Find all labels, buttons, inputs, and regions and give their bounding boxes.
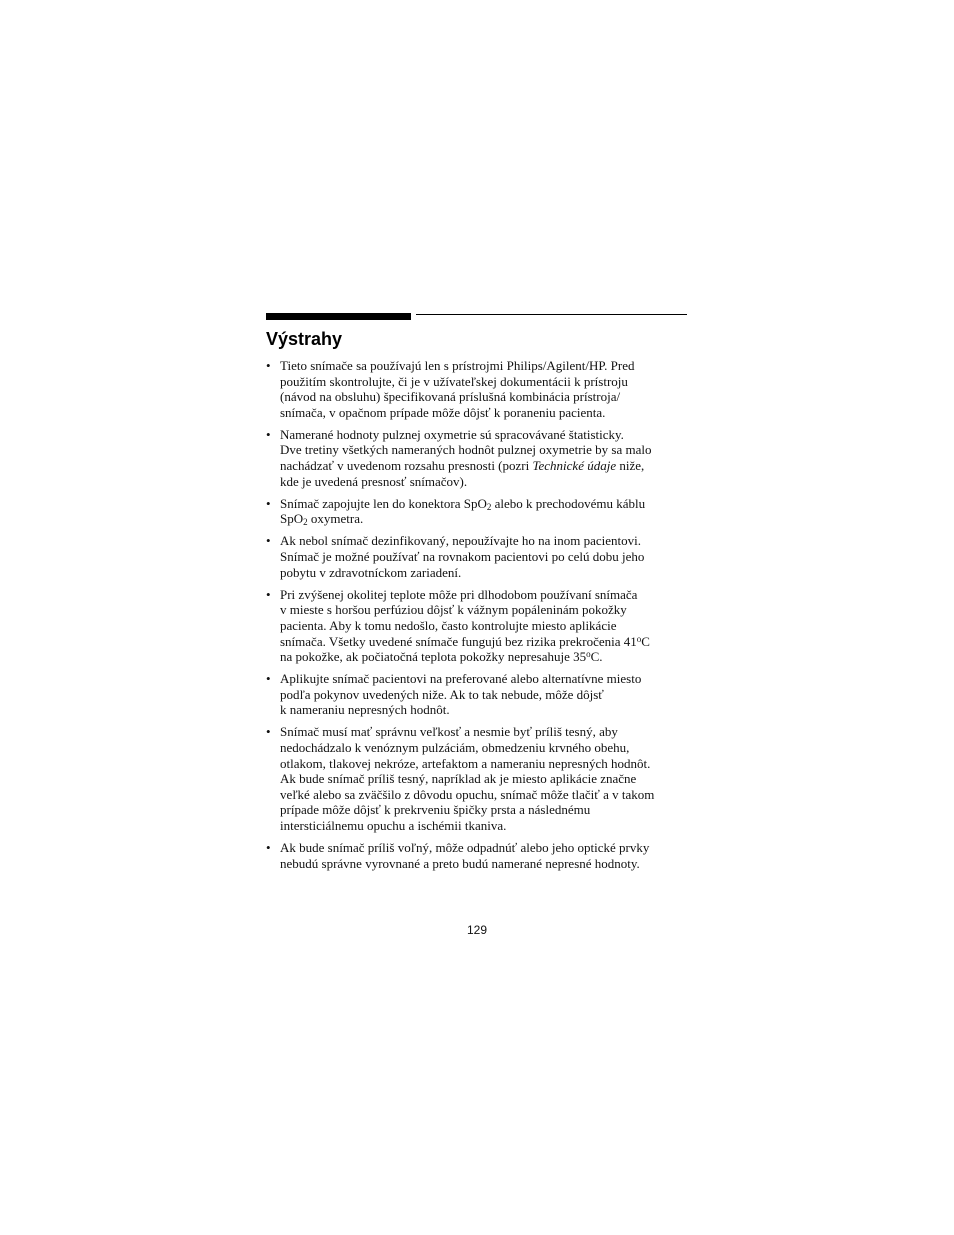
text-line: (návod na obsluhu) špecifikovaná príslušná kombinácia prístroja/ (280, 389, 621, 405)
text-fragment: nachádzať v uvedenom rozsahu presnosti (pozri (280, 458, 533, 474)
text-fragment: SpO (280, 511, 304, 527)
section-rule-thick (266, 313, 411, 320)
text-line: prípade môže dôjsť k prekrveniu špičky prsta a následnému (280, 802, 591, 818)
text-line: intersticiálnemu opuchu a ischémii tkaniva. (280, 818, 507, 834)
text-line: nebudú správne vyrovnané a preto budú namerané nepresné hodnoty. (280, 855, 640, 871)
text-line: Tieto snímače sa používajú len s prístrojmi Philips/Agilent/HP. Pred (280, 358, 635, 373)
text-line: pobytu v zdravotníckom zariadení. (280, 564, 462, 580)
text-line (280, 634, 690, 650)
text-line (280, 511, 690, 527)
text-line: Aplikujte snímač pacientovi na preferované alebo alternatívne miesto (280, 671, 642, 687)
text-line: v mieste s horšou perfúziou dôjsť k vážnym popáleninám pokožky (280, 602, 627, 618)
text-fragment: C (641, 633, 650, 649)
text-line: podľa pokynov uvedených niže. Ak to tak nebude, môže dôjsť (280, 686, 604, 702)
text-fragment: Snímač zapojujte len do konektora SpO (280, 495, 487, 511)
subscript: 2 (486, 501, 492, 512)
text-fragment: snímača. Všetky uvedené snímače fungujú bez rizika prekročenia 41 (280, 633, 637, 649)
text-line: otlakom, tlakovej nekróze, artefaktom a nameraniu nepresných hodnôt. (280, 755, 651, 771)
text-line: Dve tretiny všetkých nameraných hodnôt pulznej oxymetrie by sa malo (280, 442, 652, 458)
text-line: kde je uvedená presnosť snímačov). (280, 473, 468, 489)
bullet-icon: • (266, 358, 271, 373)
text-fragment: alebo k prechodovému káblu (491, 495, 646, 511)
text-line (280, 496, 690, 512)
text-line: Snímač musí mať správnu veľkosť a nesmie byť príliš tesný, aby (280, 724, 618, 740)
warning-item (266, 671, 690, 718)
warning-item (266, 840, 690, 871)
warning-list (266, 358, 690, 878)
warning-item (266, 358, 690, 420)
text-line: Ak bude snímač príliš voľný, môže odpadnúť alebo jeho optické prvky (280, 840, 650, 856)
text-fragment: niže, (616, 458, 645, 474)
bullet-icon: • (266, 495, 271, 511)
bullet-icon: • (266, 586, 271, 602)
superscript: o (586, 649, 591, 660)
bullet-icon: • (266, 533, 271, 549)
bullet-icon: • (266, 671, 271, 687)
section-heading: Výstrahy (266, 329, 343, 349)
warning-item (266, 427, 690, 489)
reference-technical-data: Technické údaje (532, 458, 617, 474)
text-fragment: na pokožke, ak počiatočná teplota pokožky nepresahuje 35 (280, 649, 587, 665)
text-line: použitím skontrolujte, či je v užívateľskej dokumentácii k prístroju (280, 373, 628, 389)
subscript: 2 (303, 517, 308, 528)
text-line: Ak bude snímač príliš tesný, napríklad ak je miesto aplikácie značne (280, 771, 637, 787)
text-line: Snímač je možné používať na rovnakom pacientovi po celú dobu jeho (280, 549, 645, 565)
bullet-icon: • (266, 840, 271, 856)
text-line: k nameraniu nepresných hodnôt. (280, 702, 450, 718)
text-fragment: C. (590, 649, 603, 665)
text-line: Ak nebol snímač dezinfikovaný, nepoužívajte ho na inom pacientovi. (280, 533, 642, 549)
warning-item (266, 724, 690, 833)
text-line: pacienta. Aby k tomu nedošlo, často kontrolujte miesto aplikácie (280, 617, 617, 633)
warning-item (266, 496, 690, 527)
bullet-icon: • (266, 426, 271, 442)
section-rule-thin (416, 314, 687, 315)
warning-item (266, 587, 690, 665)
text-line: Pri zvýšenej okolitej teplote môže pri dlhodobom používaní snímača (280, 586, 638, 602)
text-line: snímača, v opačnom prípade môže dôjsť k poraneniu pacienta. (280, 404, 606, 420)
text-line (280, 458, 690, 474)
bullet-icon: • (266, 724, 271, 740)
text-line: nedochádzalo k venóznym pulzáciám, obmedzeniu krvného obehu, (280, 740, 630, 756)
text-fragment: oxymetra. (307, 511, 364, 527)
page-number: 129 (466, 923, 488, 937)
superscript: o (636, 633, 642, 644)
warning-item (266, 533, 690, 580)
text-line (280, 649, 690, 665)
text-line: Namerané hodnoty pulznej oxymetrie sú spracovávané štatisticky. (280, 426, 624, 442)
text-line: veľké alebo sa zväčšilo z dôvodu opuchu, snímač môže tlačiť a v takom (280, 786, 655, 802)
